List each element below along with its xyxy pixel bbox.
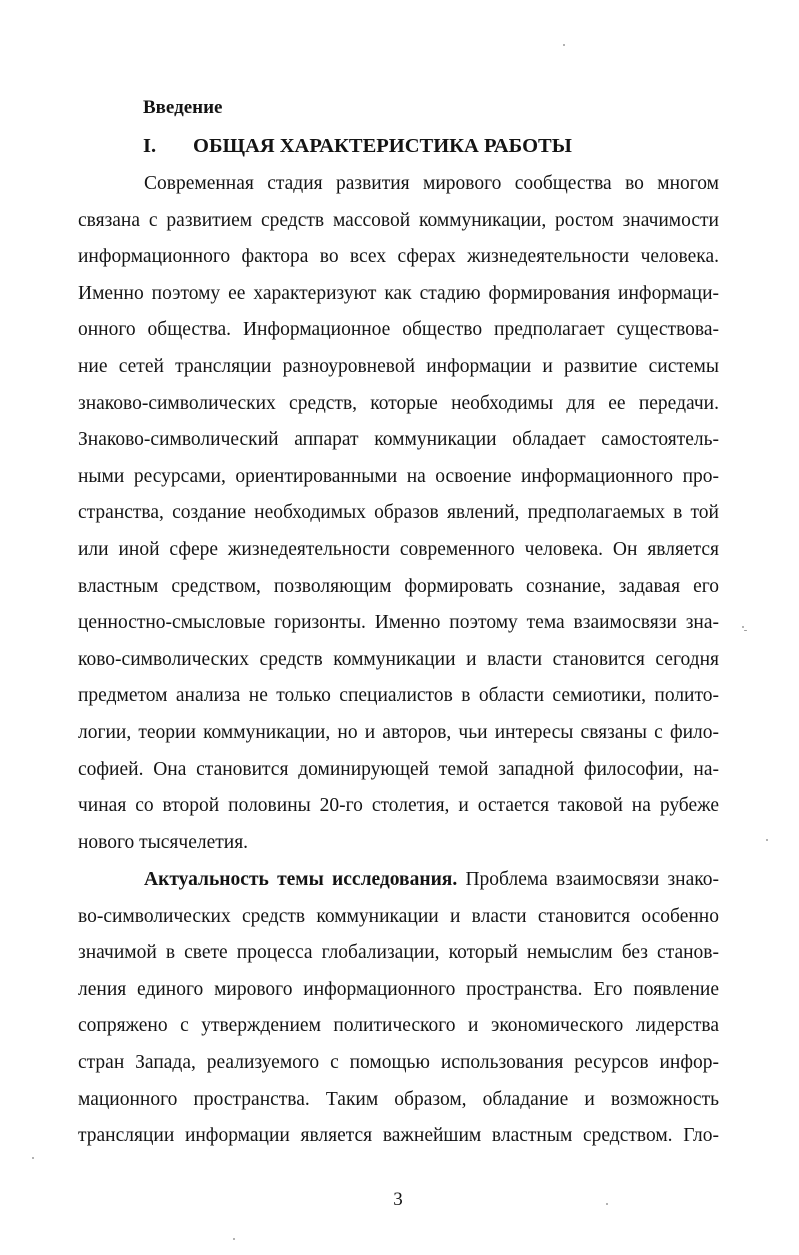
page-number: 3 — [393, 1189, 403, 1210]
relevance-lead: Актуальность темы исследования. — [144, 869, 458, 890]
text-line: информационного фактора во всех сферах жизнедеятельности человека. — [78, 246, 719, 268]
text-line: Знаково-символический аппарат коммуникации обладает самостоятель- — [78, 429, 719, 451]
text-line: предметом анализа не только специалистов в области семиотики, полито- — [78, 685, 719, 707]
section-heading — [143, 133, 572, 159]
text-line: ково-символических средств коммуникации и власти становится сегодня — [78, 648, 719, 670]
text-line-first — [78, 862, 719, 899]
text-line: стран Запада, реализуемого с помощью использования ресурсов инфор- — [78, 1051, 719, 1073]
text-line: во-символических средств коммуникации и власти становится особенно — [78, 905, 719, 927]
text-line: чиная со второй половины 20-го столетия, и остается таковой на рубеже — [78, 795, 719, 817]
text-line: трансляции информации является важнейшим властным средством. Гло- — [78, 1125, 719, 1147]
text-line: онного общества. Информационное общество предполагает существова- — [78, 319, 719, 341]
text-line: Современная стадия развития мирового сообщества во многом — [144, 173, 719, 194]
scan-speck — [742, 626, 744, 628]
text-line: значимой в свете процесса глобализации, который немыслим без станов- — [78, 942, 719, 964]
scan-speck — [606, 1203, 608, 1205]
section-title: ОБЩАЯ ХАРАКТЕРИСТИКА РАБОТЫ — [193, 135, 572, 157]
text-line: странства, создание необходимых образов явлений, предполагаемых в той — [78, 502, 719, 524]
text-line: ние сетей трансляции разноуровневой информации и развитие системы — [78, 355, 719, 377]
paragraph-relevance — [78, 862, 719, 1155]
section-number: I. — [143, 135, 157, 157]
relevance-first-line-rest: Проблема взаимосвязи знако- — [457, 869, 720, 890]
intro-heading: Введение — [143, 97, 223, 118]
text-line: знаково-символических средств, которые необходимы для ее передачи. — [78, 392, 719, 414]
scan-speck — [32, 1157, 34, 1159]
text-line: ценностно-смысловые горизонты. Именно поэтому тема взаимосвязи зна- — [78, 612, 719, 634]
text-line: мационного пространства. Таким образом, обладание и возможность — [78, 1088, 719, 1110]
text-line: нового тысячелетия. — [78, 831, 249, 853]
paragraph-general-characteristics — [78, 166, 719, 861]
scan-speck — [563, 44, 565, 46]
text-line: властным средством, позволяющим формировать сознание, задавая его — [78, 575, 719, 597]
text-line: логии, теории коммуникации, но и авторов, чьи интересы связаны с фило- — [78, 721, 719, 743]
scan-speck — [233, 1238, 235, 1240]
text-line: Именно поэтому ее характеризуют как стадию формирования информаци- — [78, 282, 719, 304]
text-line: ления единого мирового информационного пространства. Его появление — [78, 978, 719, 1000]
text-line: сопряжено с утверждением политического и экономического лидерства — [78, 1015, 719, 1037]
text-line: связана с развитием средств массовой коммуникации, ростом значимости — [78, 209, 719, 231]
text-line: ными ресурсами, ориентированными на освоение информационного про- — [78, 465, 719, 487]
text-line: софией. Она становится доминирующей темой западной философии, на- — [78, 758, 719, 780]
text-line: или иной сфере жизнедеятельности современного человека. Он является — [78, 538, 719, 560]
scan-speck — [744, 630, 747, 631]
scan-speck — [766, 839, 768, 841]
